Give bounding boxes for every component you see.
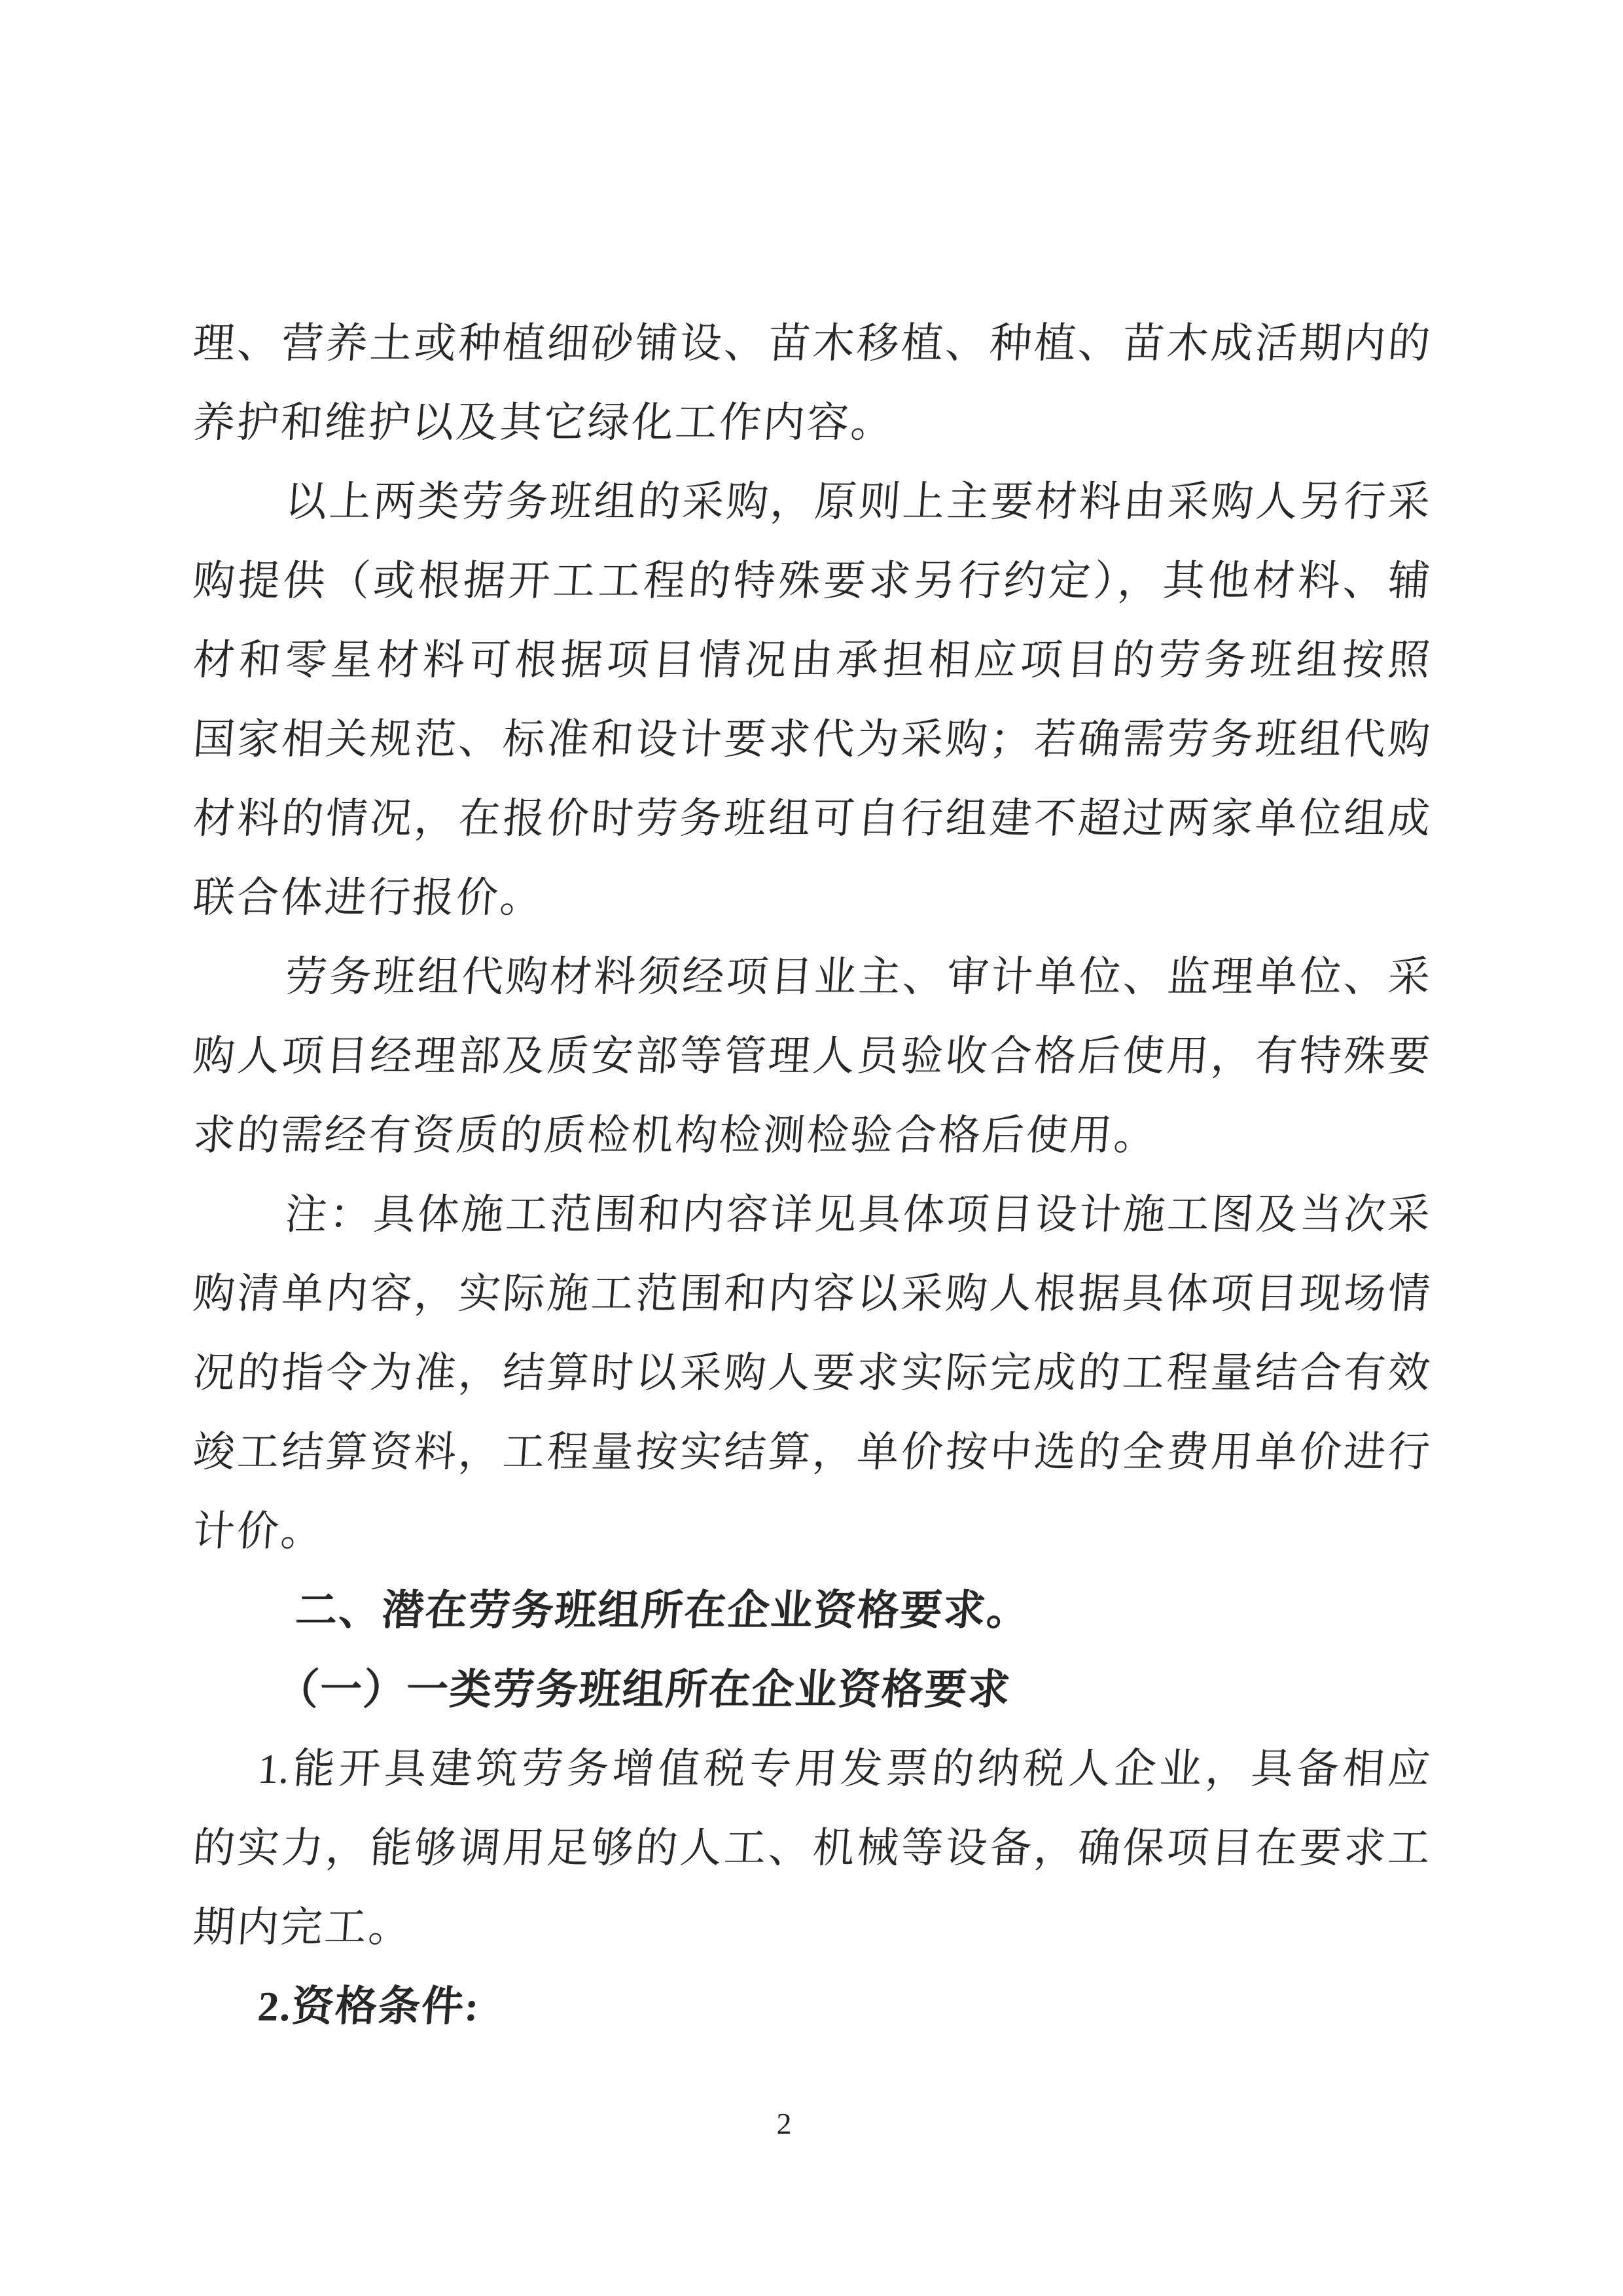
text-line: 国家相关规范、标准和设计要求代为采购；若确需劳务班组代购	[191, 716, 1432, 762]
heading-line: （一）一类劳务班组所在企业资格要求	[275, 1666, 1013, 1713]
text-line: 况的指令为准，结算时以采购人要求实际完成的工程量结合有效	[191, 1350, 1432, 1396]
heading-line: 2.资格条件:	[256, 1983, 482, 2030]
text-line: 劳务班组代购材料须经项目业主、审计单位、监理单位、采	[283, 954, 1432, 1000]
text-line: 求的需经有资质的质检机构检测检验合格后使用。	[191, 1112, 1160, 1158]
text-line: 以上两类劳务班组的采购，原则上主要材料由采购人另行采	[283, 478, 1432, 525]
text-line: 计价。	[191, 1508, 327, 1554]
text-line: 期内完工。	[191, 1904, 414, 1950]
text-line: 理、营养土或种植细砂铺设、苗木移植、种植、苗木成活期内的	[191, 320, 1432, 367]
text-line: 购人项目经理部及质安部等管理人员验收合格后使用，有特殊要	[191, 1033, 1432, 1079]
text-line: 养护和维护以及其它绿化工作内容。	[191, 399, 897, 446]
text-line: 竣工结算资料，工程量按实结算，单价按中选的全费用单价进行	[191, 1429, 1432, 1475]
page-number: 2	[776, 2107, 792, 2140]
text-line: 购提供（或根据开工工程的特殊要求另行约定），其他材料、辅	[191, 558, 1432, 604]
text-line: 购清单内容，实际施工范围和内容以采购人根据具体项目现场情	[191, 1270, 1432, 1317]
heading-line: 二、潜在劳务班组所在企业资格要求。	[294, 1587, 1032, 1634]
text-line: 注：具体施工范围和内容详见具体项目设计施工图及当次采	[283, 1191, 1432, 1238]
text-line: 1.能开具建筑劳务增值税专用发票的纳税人企业，具备相应	[256, 1746, 1432, 1792]
text-line: 材和零星材料可根据项目情况由承担相应项目的劳务班组按照	[191, 637, 1432, 683]
text-block	[193, 304, 1430, 2046]
text-line: 材料的情况，在报价时劳务班组可自行组建不超过两家单位组成	[191, 795, 1432, 842]
text-line: 联合体进行报价。	[191, 874, 546, 921]
text-line: 的实力，能够调用足够的人工、机械等设备，确保项目在要求工	[191, 1825, 1432, 1871]
